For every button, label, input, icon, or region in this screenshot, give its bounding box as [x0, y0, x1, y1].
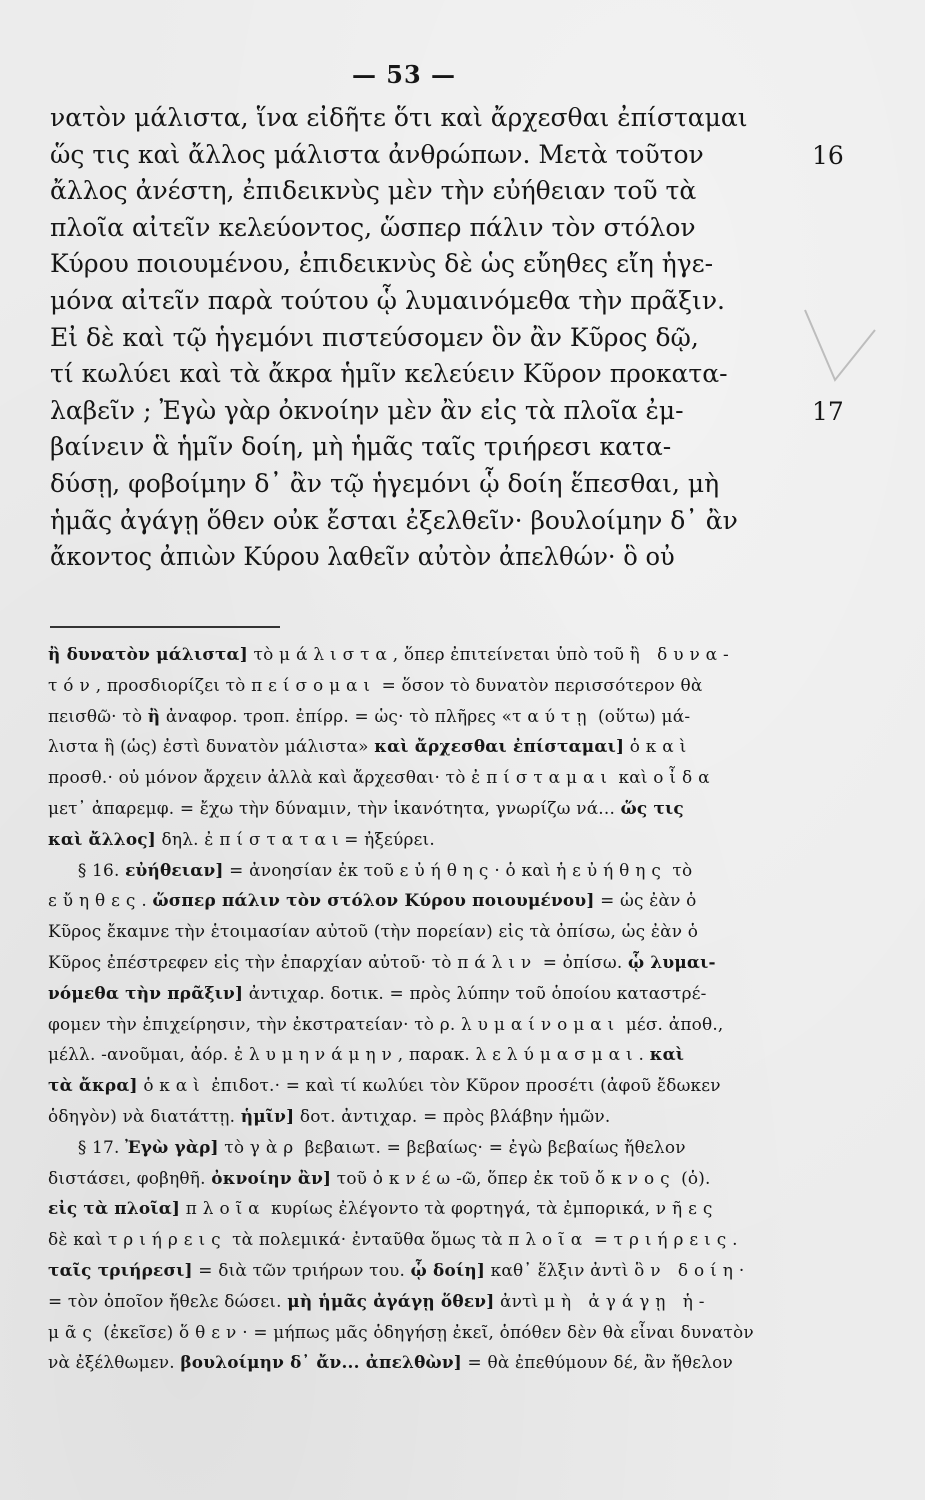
note-spaced-word: ἐπίστατα — [204, 829, 332, 850]
note-lemma: καὶ ἄλλος] — [48, 829, 156, 850]
note-spaced-word: εὐήθης — [572, 860, 667, 881]
note-text: = διὰ τῶν τριήρων του. — [192, 1260, 411, 1281]
note-text: μετ᾽ ἀπαρεμφ. = ἔχω τὴν δύναμιν, τὴν ἱκανότητα, γνωρίζω νά... — [48, 798, 621, 819]
main-text-line: ἡμᾶς ἀγάγῃ ὅθεν οὐκ ἔσται ἐξελθεῖν· βουλοίμην δ᾽ ἂν — [50, 505, 738, 535]
note-lemma: βουλοίμην δ᾽ ἄν... ἀπελθὼν] — [180, 1353, 462, 1374]
note-line — [48, 1194, 823, 1225]
note-lemma: Ἐγὼ γὰρ] — [125, 1137, 219, 1158]
note-lemma: ὥς τις — [620, 798, 684, 819]
note-text: ἀντιχαρ. δοτικ. = πρὸς λύπην τοῦ ὁποίου καταστρέ- — [243, 983, 707, 1004]
note-text: = ὡς ἐὰν ὁ — [594, 891, 697, 912]
note-line — [48, 671, 823, 702]
note-line — [48, 763, 823, 794]
note-text: = θὰ ἐπεθύμουν δέ, ἂν ἤθελον — [461, 1353, 733, 1374]
note-lemma: ἢ — [147, 706, 161, 727]
note-text: = ἀνοησίαν ἐκ τοῦ — [223, 860, 400, 881]
note-text: . — [732, 1230, 738, 1251]
note-text: μέλλ. -ανοῦμαι, ἀόρ. — [48, 1045, 234, 1066]
note-spaced-word: εὔηθες — [48, 891, 142, 912]
note-text: δοτ. ἀντιχαρ. = πρὸς βλάβην ἡμῶν. — [294, 1106, 611, 1127]
note-lemma: νόμεθα τὴν πρᾶξιν] — [48, 983, 244, 1004]
note-text: λιστα ἢ (ὡς) ἐστὶ δυνατὸν μάλιστα» — [48, 737, 375, 758]
note-text: = — [588, 1230, 614, 1251]
note-spaced-word: ὃν δοίη — [634, 1260, 739, 1281]
note-text: διστάσει, φοβηθῆ. — [48, 1168, 212, 1189]
note-text: , παρακ. — [397, 1045, 476, 1066]
note-text: ὁ — [137, 1076, 160, 1097]
note-line — [48, 979, 823, 1010]
note-line — [48, 1010, 823, 1041]
note-text: · = μήπως μᾶς ὁδηγήσῃ ἐκεῖ, ὁπόθεν δὲν θὰ εἶναι δυνατὸν — [242, 1322, 754, 1343]
note-text: Κῦρος ἐπέστρεφεν εἰς τὴν ἐπαρχίαν αὐτοῦ· τὸ — [48, 952, 458, 973]
main-text-line: ἄλλος ἀνέστη, ἐπιδεικνὺς μὲν τὴν εὐήθειαν τοῦ τὰ — [50, 176, 697, 206]
note-text: · — [738, 1260, 745, 1281]
note-spaced-word: εὐήθης — [399, 860, 495, 881]
note-lemma: εὐήθειαν] — [125, 860, 224, 881]
note-line — [48, 1256, 823, 1287]
note-line — [48, 732, 823, 763]
note-text: κυρίως ἐλέγοντο τὰ φορτηγά, τὰ ἐμπορικά, — [265, 1199, 656, 1220]
note-text: δὲ καὶ — [48, 1230, 108, 1251]
note-text: τὸ — [666, 860, 693, 881]
note-spaced-word: ὅθεν — [178, 1322, 243, 1343]
main-text-line: βαίνειν ἃ ἡμῖν δοίη, μὴ ἡμᾶς ταῖς τριήρεσι κατα- — [50, 432, 672, 462]
note-spaced-word: μὴ ἀγάγῃ ἡ- — [544, 1291, 711, 1312]
note-spaced-word: ὀκνέω — [372, 1168, 457, 1189]
note-line — [48, 1164, 823, 1195]
note-lemma: ἡμῖν] — [240, 1106, 295, 1127]
note-text: τὰ πολεμικά· ἐνταῦθα ὅμως τὰ — [226, 1230, 509, 1251]
note-lemma: ὥσπερ πάλιν τὸν στόλον Κύρου ποιουμένου] — [152, 891, 595, 912]
note-text: προσθ.· οὐ μόνον ἄρχειν ἀλλὰ καὶ ἄρχεσθαι· τὸ — [48, 768, 472, 789]
main-text-line: πλοῖα αἰτεῖν κελεύοντος, ὥσπερ πάλιν τὸν στόλον — [50, 212, 696, 242]
main-text-line: τί κωλύει καὶ τὰ ἄκρα ἡμῖν κελεύειν Κῦρον προκατα- — [50, 359, 728, 389]
note-spaced-word: ἢ δυνα- — [629, 645, 735, 665]
note-spaced-word: ταύτῃ — [512, 706, 593, 727]
note-text: νὰ ἐξέλθωμεν. — [48, 1353, 181, 1374]
note-text: ἀντὶ — [494, 1291, 545, 1312]
note-spaced-word: μᾶς — [48, 1322, 98, 1343]
note-text: φομεν τὴν ἐπιχείρησιν, τὴν ἐκστρατείαν· τὸ ρ. — [48, 1014, 462, 1035]
note-text: δηλ. — [155, 829, 205, 850]
note-text: καθ᾽ ἕλξιν ἀντὶ — [485, 1260, 635, 1281]
note-text: , προσδιορίζει τὸ — [95, 675, 252, 696]
note-spaced-word: οἶδα — [653, 768, 716, 789]
note-text: τὸ — [218, 1137, 250, 1158]
note-spaced-word: τριήρεις — [107, 1230, 227, 1251]
note-text: ὁδηγὸν) νὰ διατάττῃ. — [48, 1106, 241, 1127]
main-text-line: δύσῃ, φοβοίμην δ᾽ ἂν τῷ ἡγεμόνι ᾧ δοίη ἕπεσθαι, μὴ — [50, 468, 720, 498]
note-text: (ὁ). — [675, 1168, 711, 1189]
note-lemma: καὶ — [649, 1045, 685, 1066]
note-line — [48, 856, 823, 887]
main-text-line: λαβεῖν ; Ἐγὼ γὰρ ὀκνοίην μὲν ἂν εἰς τὰ πλοῖα ἐμ- — [50, 395, 684, 425]
note-lemma: ταῖς τριήρεσι] — [48, 1260, 193, 1281]
note-line — [48, 917, 823, 948]
note-lemma: καὶ ἄρχεσθαι ἐπίσταμαι] — [374, 737, 625, 758]
note-spaced-word: μάλιστα — [279, 645, 393, 665]
note-spaced-word: καὶ — [645, 737, 693, 758]
note-text: Κῦρος ἔκαμνε τὴν ἑτοιμασίαν αὐτοῦ (τὴν πορείαν) εἰς τὰ ὀπίσω, ὡς ἐὰν ὁ — [48, 922, 699, 943]
note-line — [48, 1225, 823, 1256]
note-line — [48, 825, 823, 856]
note-spaced-word: πλοῖα — [185, 1199, 266, 1220]
note-line — [48, 948, 823, 979]
main-text-line: Εἰ δὲ καὶ τῷ ἡγεμόνι πιστεύσομεν ὃν ἂν Κῦρος δῷ, — [50, 322, 699, 352]
note-line — [48, 1287, 823, 1318]
note-spaced-word: ἐλυμηνάμην — [233, 1045, 398, 1066]
main-text-line: ὥς τις καὶ ἄλλος μάλιστα ἀνθρώπων. Μετὰ τοῦτον — [50, 139, 704, 169]
note-text: -ῶ, ὅπερ ἐκ τοῦ — [456, 1168, 596, 1189]
note-line — [48, 1102, 823, 1133]
pencil-mark-icon — [795, 300, 885, 390]
note-spaced-word: γὰρ — [249, 1137, 300, 1158]
note-lemma: τὰ ἄκρα] — [48, 1076, 138, 1097]
section-number-marker: 16 — [812, 140, 844, 170]
note-line — [48, 702, 823, 733]
note-text: = τὸν ὁποῖον ἤθελε δώσει. — [48, 1291, 288, 1312]
note-lemma: ᾧ δοίη] — [410, 1260, 486, 1281]
section-number-marker: 17 — [812, 396, 844, 426]
note-spaced-word: πείσομαι — [251, 675, 377, 696]
note-lemma: ἢ δυνατὸν μάλιστα] — [48, 645, 248, 665]
note-line — [48, 1040, 823, 1071]
note-line — [48, 1071, 823, 1102]
note-text: (οὕτω) μά- — [592, 706, 691, 727]
note-text: § 16. — [77, 860, 126, 881]
note-spaced-word: λυμαίνομαι — [461, 1014, 621, 1035]
note-text: βεβαιωτ. = βεβαίως· = ἐγὼ βεβαίως ἤθελον — [299, 1137, 686, 1158]
note-line — [48, 1318, 823, 1349]
note-text: τοῦ — [331, 1168, 373, 1189]
note-spaced-word: τριήρεις — [613, 1230, 733, 1251]
note-text: ὁ — [624, 737, 646, 758]
note-line — [48, 794, 823, 825]
note-text: = ὅσον τὸ δυνατὸν περισσότερον θὰ — [376, 675, 703, 696]
note-text: (ἐκεῖσε) — [97, 1322, 179, 1343]
note-text: , ὅπερ ἐπιτείνεται ὑπὸ τοῦ — [392, 645, 630, 665]
note-text: καὶ — [612, 768, 654, 789]
note-line — [48, 1348, 823, 1379]
note-lemma: ὀκνοίην ἂν] — [211, 1168, 332, 1189]
note-text: · ὁ καὶ ἡ — [494, 860, 573, 881]
note-spaced-word: καὶ — [159, 1076, 206, 1097]
note-spaced-word: πάλιν — [457, 952, 538, 973]
note-spaced-word: ἐπίσταμαι — [471, 768, 613, 789]
note-line — [48, 640, 823, 671]
note-spaced-word: πλοῖα — [508, 1230, 589, 1251]
page-number: — 53 — — [351, 60, 457, 89]
note-lemma: εἰς τὰ πλοῖα] — [48, 1199, 181, 1220]
note-spaced-word: λελύμασμαι — [475, 1045, 639, 1066]
note-line — [48, 886, 823, 917]
note-text: πεισθῶ· τὸ — [48, 706, 148, 727]
note-text: = ὀπίσω. — [537, 952, 629, 973]
footnote-divider-rule — [50, 626, 280, 628]
main-text-block — [50, 100, 790, 576]
note-lemma: μὴ ἡμᾶς ἀγάγῃ ὅθεν] — [287, 1291, 495, 1312]
main-text-line: νατὸν μάλιστα, ἵνα εἰδῆτε ὅτι καὶ ἄρχεσθαι ἐπίσταμαι — [50, 103, 748, 132]
note-text: ι = ἠξεύρει. — [331, 829, 435, 850]
note-spaced-word: ὄκνος — [595, 1168, 676, 1189]
main-text-line: ἄκοντος ἀπιὼν Κύρου λαθεῖν αὐτὸν ἀπελθών· ὃ οὐ — [50, 542, 675, 572]
note-text: μέσ. ἀποθ., — [620, 1014, 724, 1035]
note-text: § 17. — [77, 1137, 126, 1158]
main-text-line: Κύρου ποιουμένου, ἐπιδεικνὺς δὲ ὡς εὔηθες εἴη ἡγε- — [50, 249, 714, 279]
commentary-notes — [48, 640, 828, 1379]
note-lemma: ᾧ λυμαι- — [628, 952, 716, 973]
main-text-line: μόνα αἰτεῖν παρὰ τούτου ᾧ λυμαινόμεθα τὴν πρᾶξιν. — [50, 285, 725, 315]
note-text: . — [638, 1045, 650, 1066]
note-text: ἐπιδοτ.· = καὶ τί κωλύει τὸν Κῦρον προσέτι (ἀφοῦ ἔδωκεν — [205, 1076, 721, 1097]
note-spaced-word: τόν — [48, 675, 96, 696]
note-text: ἀναφορ. τροπ. ἐπίρρ. = ὡς· τὸ πλῆρες « — [160, 706, 513, 727]
note-text: . — [141, 891, 153, 912]
note-line — [48, 1133, 823, 1164]
note-spaced-word: νῆες — [655, 1199, 719, 1220]
note-text: τὸ — [247, 645, 280, 665]
